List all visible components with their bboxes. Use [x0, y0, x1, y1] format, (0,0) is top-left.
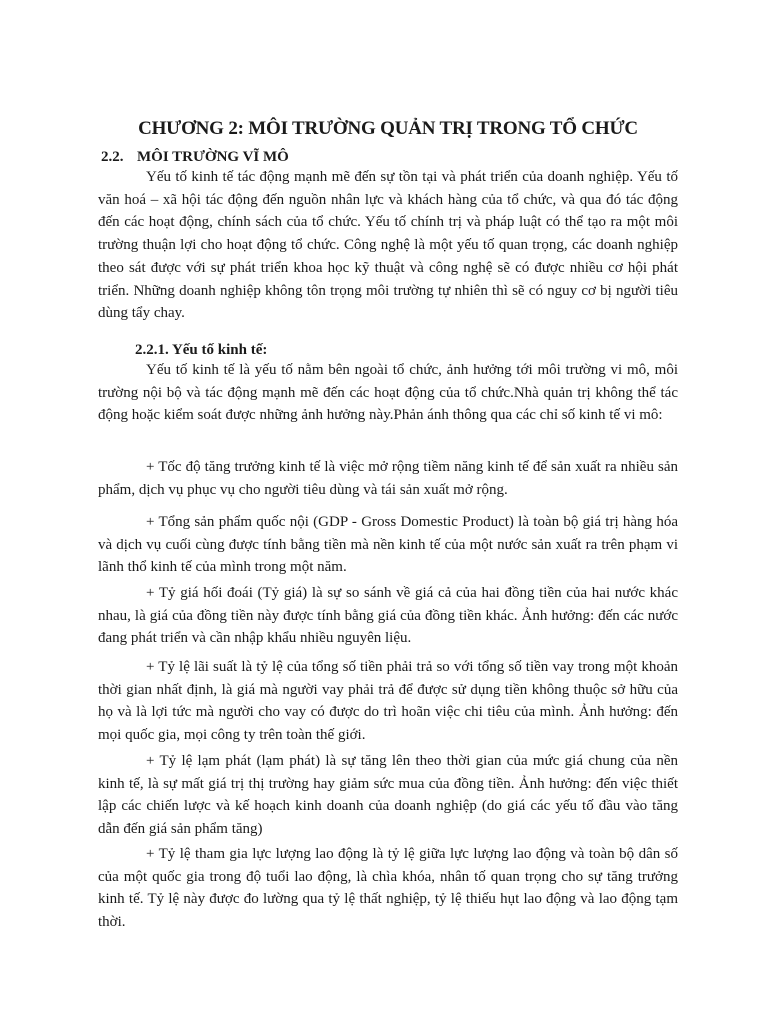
chapter-title: CHƯƠNG 2: MÔI TRƯỜNG QUẢN TRỊ TRONG TỔ CHỨC: [138, 118, 638, 139]
economic-indicator-item: + Tỷ lệ lạm phát (lạm phát) là sự tăng lên theo thời gian của mức giá chung của nền kinh tế, là sự mất giá trị thị trường hay giảm sức mua của đồng tiền. Ảnh hưởng: đến việc thiết lập các chiến lược và kế hoạch kinh doanh của doanh nghiệp (do giá các yếu tố đầu vào tăng dẫn đến giá sản phẩm tăng): [98, 753, 678, 838]
economic-indicator-item: + Tổng sản phẩm quốc nội (GDP - Gross Domestic Product) là toàn bộ giá trị hàng hóa và dịch vụ cuối cùng được tính bằng tiền mà nền kinh tế của một nước sản xuất ra trên phạm vi lãnh thổ kinh tế của mình trong một năm.: [98, 514, 678, 576]
section-intro-paragraph: Yếu tố kinh tế tác động mạnh mẽ đến sự tồn tại và phát triển của doanh nghiệp. Yếu tố văn hoá – xã hội tác động đến nguồn nhân lực và khách hàng của tổ chức, và qua đó tác động đến các hoạt động, chính sách của tổ chức. Yếu tố chính trị và pháp luật có thể tạo ra một môi trường thuận lợi cho hoạt động tổ chức. Công nghệ là một yếu tố quan trọng, các doanh nghiệp theo sát được với sự phát triển khoa học kỹ thuật và công nghệ sẽ có được nhiều cơ hội phát triển. Những doanh nghiệp không tôn trọng môi trường tự nhiên thì sẽ có nguy cơ bị người tiêu dùng tẩy chay.: [98, 169, 678, 322]
subsection-intro-paragraph: Yếu tố kinh tế là yếu tố nằm bên ngoài tổ chức, ảnh hưởng tới môi trường vi mô, môi trường nội bộ và tác động mạnh mẽ đến các hoạt động của tổ chức.Nhà quản trị không thể tác động hoặc kiểm soát được những ảnh hưởng này.Phản ánh thông qua các chỉ số kinh tế vi mô:: [98, 362, 678, 424]
economic-indicator-item: + Tỷ lệ lãi suất là tỷ lệ của tổng số tiền phải trả so với tổng số tiền vay trong một khoản thời gian nhất định, là giá mà người vay phải trả để được sử dụng tiền không thuộc sở hữu của họ và là lợi tức mà người cho vay có được do trì hoãn việc chi tiêu của mình. Ảnh hưởng: đến mọi quốc gia, mọi công ty trên toàn thế giới.: [98, 659, 678, 744]
section-heading: [101, 147, 289, 167]
section-number: 2.2.: [101, 149, 124, 165]
economic-indicator-item: + Tốc độ tăng trưởng kinh tế là việc mở rộng tiềm năng kinh tế để sản xuất ra nhiều sản phẩm, dịch vụ phục vụ cho người tiêu dùng và tái sản xuất mở rộng.: [98, 459, 678, 498]
subsection-heading: 2.2.1. Yếu tố kinh tế:: [135, 342, 268, 358]
economic-indicator-item: + Tỷ giá hối đoái (Tỷ giá) là sự so sánh về giá cả của hai đồng tiền của hai nước khác nhau, là giá của đồng tiền này được tính bằng giá của đồng tiền khác. Ảnh hưởng: đến các nước đang phát triển và cần nhập khẩu nhiều nguyên liệu.: [98, 585, 678, 647]
economic-indicator-item: + Tỷ lệ tham gia lực lượng lao động là tỷ lệ giữa lực lượng lao động và toàn bộ dân số của một quốc gia trong độ tuổi lao động, là chìa khóa, nhân tố quan trọng cho sự tăng trưởng kinh tế. Tỷ lệ này được đo lường qua tỷ lệ thất nghiệp, tỷ lệ thiếu hụt lao động và lao động tạm thời.: [98, 846, 678, 931]
section-title: MÔI TRƯỜNG VĨ MÔ: [137, 149, 289, 165]
